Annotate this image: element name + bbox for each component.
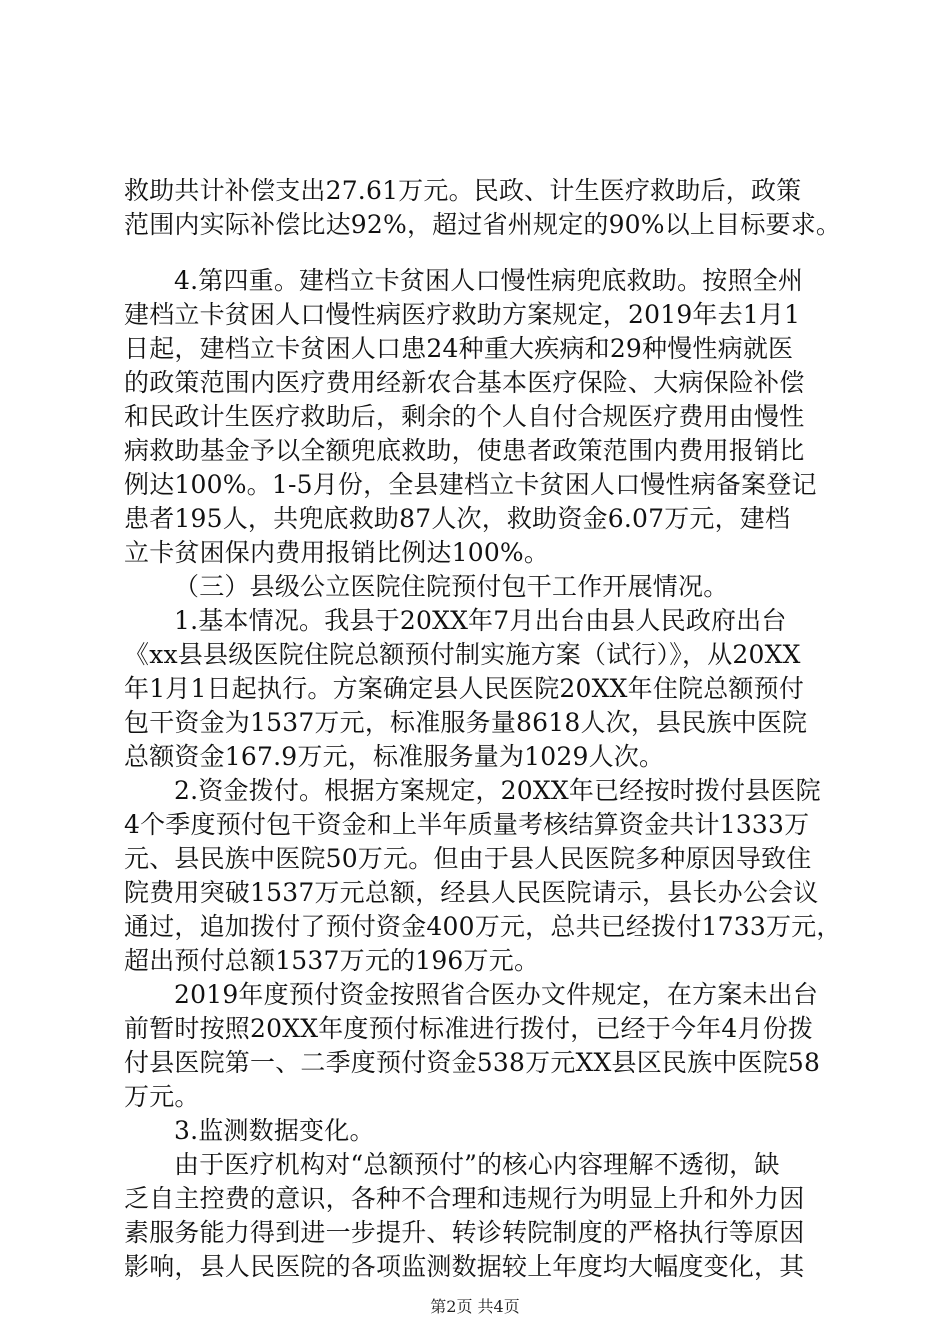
text-line: 影响，县人民医院的各项监测数据较上年度均大幅度变化，其 [124, 1252, 805, 1281]
text-line: 4个季度预付包干资金和上半年质量考核结算资金共计1333万 [124, 810, 810, 839]
text-line: 乏自主控费的意识，各种不合理和违规行为明显上升和外力因 [124, 1184, 805, 1213]
text-line: 付县医院第一、二季度预付资金538万元XX县区民族中医院58 [124, 1048, 821, 1077]
text-line: 病救助基金予以全额兜底救助，使患者政策范围内费用报销比 [124, 436, 805, 465]
text-line: 万元。 [124, 1082, 200, 1111]
text-line: 2.资金拨付。根据方案规定，20XX年已经按时拨付县医院 [174, 776, 821, 805]
text-line: 院费用突破1537万元总额，经县人民医院请示，县长办公会议 [124, 878, 819, 907]
text-line: 通过，追加拨付了预付资金400万元，总共已经拨付1733万元， [124, 912, 842, 941]
text-line: 和民政计生医疗救助后，剩余的个人自付合规医疗费用由慢性 [124, 402, 805, 431]
text-line: 前暂时按照20XX年度预付标准进行拨付，已经于今年4月份拨 [124, 1014, 814, 1043]
text-line: 元、县民族中医院50万元。但由于县人民医院多种原因导致住 [124, 844, 812, 873]
text-line: 总额资金167.9万元，标准服务量为1029人次。 [124, 742, 665, 771]
text-line: 立卡贫困保内费用报销比例达100%。 [124, 538, 550, 567]
text-line: 超出预付总额1537万元的196万元。 [124, 946, 540, 975]
text-line: 《xx县县级医院住院总额预付制实施方案（试行）》，从20XX [124, 640, 801, 669]
section-heading: （三）县级公立医院住院预付包干工作开展情况。 [174, 572, 729, 601]
text-line: 年1月1日起执行。方案确定县人民医院20XX年住院总额预付 [124, 674, 805, 703]
text-line: 包干资金为1537万元，标准服务量8618人次，县民族中医院 [124, 708, 808, 737]
text-line: 素服务能力得到进一步提升、转诊转院制度的严格执行等原因 [124, 1218, 805, 1247]
text-line: 例达100%。1-5月份，全县建档立卡贫困人口慢性病备案登记 [124, 470, 817, 499]
text-line: 救助共计补偿支出27.61万元。民政、计生医疗救助后，政策 [124, 176, 802, 205]
text-line: 的政策范围内医疗费用经新农合基本医疗保险、大病保险补偿 [124, 368, 805, 397]
text-line: 2019年度预付资金按照省合医办文件规定，在方案未出台 [174, 980, 819, 1009]
text-line: 由于医疗机构对“总额预付”的核心内容理解不透彻，缺 [174, 1150, 780, 1179]
text-line: 范围内实际补偿比达92%，超过省州规定的90%以上目标要求。 [124, 210, 842, 239]
text-line: 患者195人，共兜底救助87人次，救助资金6.07万元，建档 [124, 504, 791, 533]
text-line: 日起，建档立卡贫困人口患24种重大疾病和29种慢性病就医 [124, 334, 794, 363]
text-line: 建档立卡贫困人口慢性病医疗救助方案规定，2019年去1月1 [124, 300, 801, 329]
text-line: 1.基本情况。我县于20XX年7月出台由县人民政府出台 [174, 606, 787, 635]
subsection-heading: 3.监测数据变化。 [174, 1116, 375, 1145]
page-number-footer: 第2页 共4页 [430, 1297, 520, 1316]
text-line: 4.第四重。建档立卡贫困人口慢性病兜底救助。按照全州 [174, 266, 804, 295]
